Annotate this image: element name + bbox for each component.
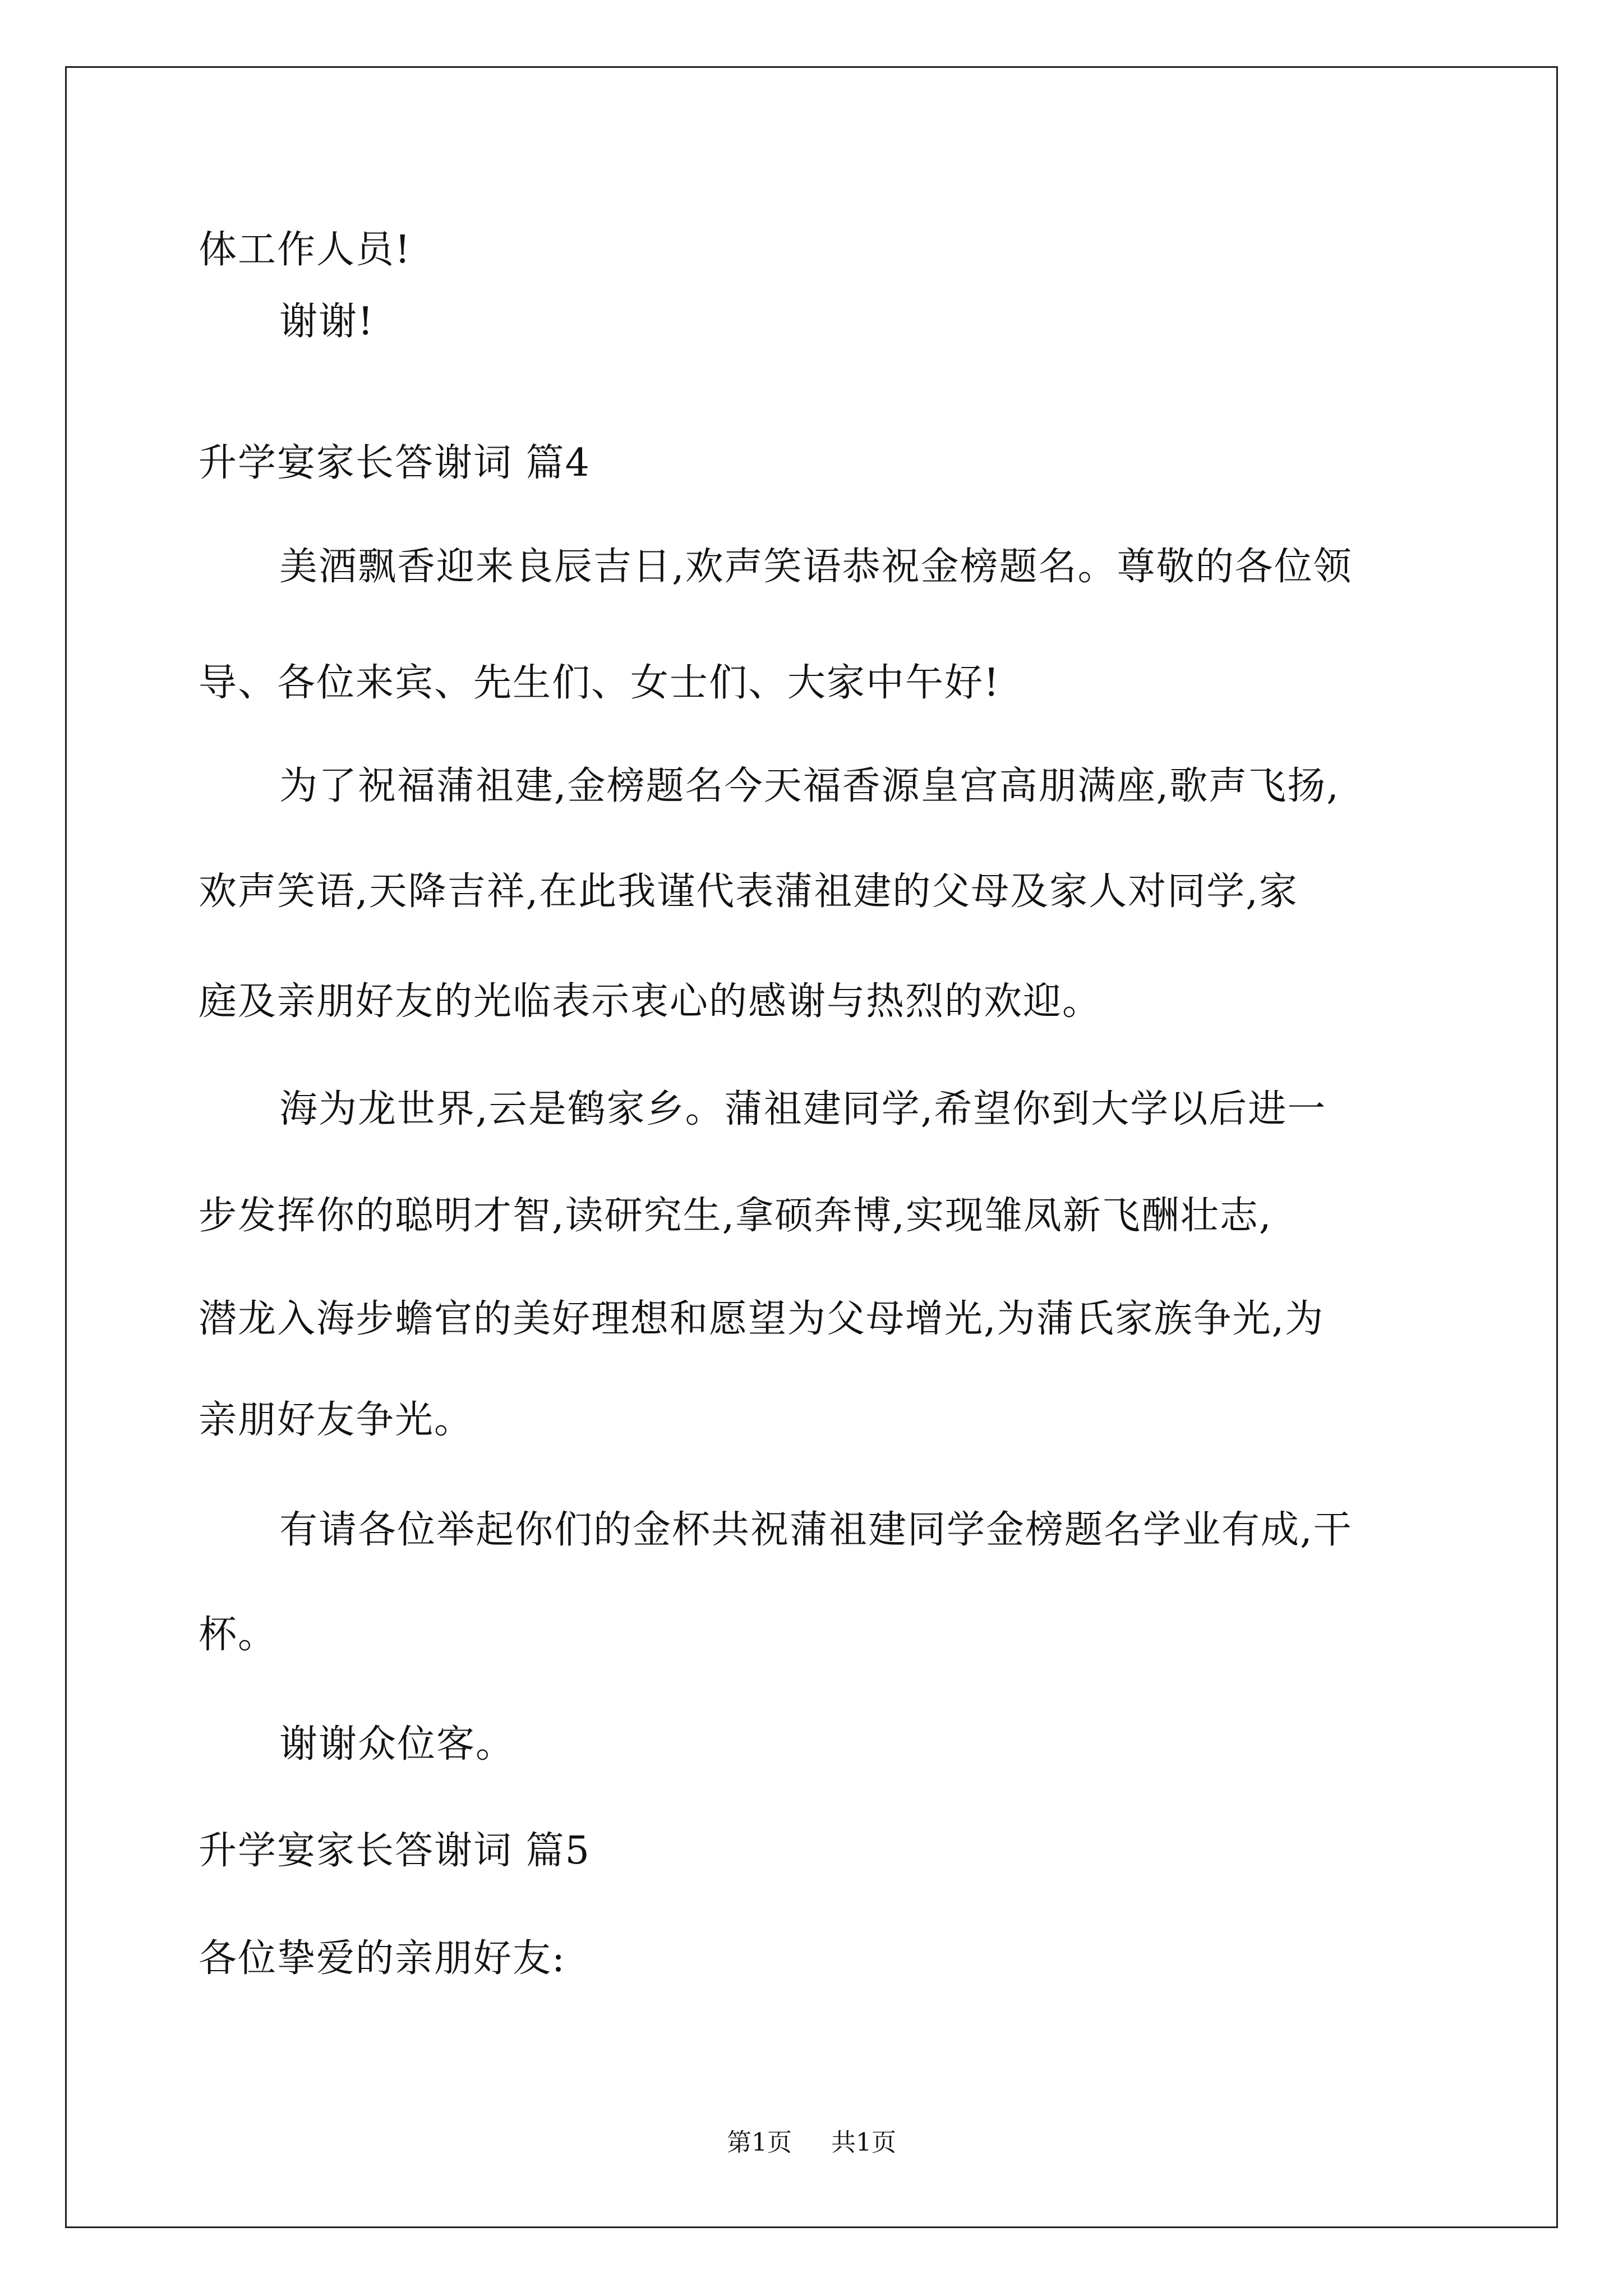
page-border bbox=[65, 66, 1558, 2228]
paragraph-line: 潜龙入海步蟾官的美好理想和愿望为父母增光,为蒲氏家族争光,为 bbox=[199, 1297, 1325, 1341]
paragraph-line: 为了祝福蒲祖建,金榜题名今天福香源皇宫高朋满座,歌声飞扬, bbox=[279, 764, 1340, 808]
section-heading-4: 升学宴家长答谢词 篇4 bbox=[199, 441, 591, 485]
paragraph-line: 杯。 bbox=[199, 1613, 278, 1657]
closing-line: 谢谢众位客。 bbox=[279, 1722, 515, 1766]
page-number: 第1页 bbox=[727, 2128, 792, 2157]
salutation-line: 各位挚爱的亲朋好友: bbox=[199, 1936, 566, 1981]
paragraph-line: 美酒飘香迎来良辰吉日,欢声笑语恭祝金榜题名。尊敬的各位领 bbox=[279, 545, 1353, 589]
paragraph-line: 海为龙世界,云是鹤家乡。蒲祖建同学,希望你到大学以后进一 bbox=[279, 1087, 1327, 1131]
paragraph-line: 有请各位举起你们的金杯共祝蒲祖建同学金榜题名学业有成,干 bbox=[279, 1508, 1353, 1552]
paragraph-line: 亲朋好友争光。 bbox=[199, 1398, 474, 1442]
section-heading-5: 升学宴家长答谢词 篇5 bbox=[199, 1829, 591, 1873]
paragraph-line: 步发挥你的聪明才智,读研究生,拿硕奔博,实现雏凤新飞酬壮志, bbox=[199, 1194, 1272, 1238]
paragraph-continuation: 体工作人员! bbox=[199, 228, 412, 272]
paragraph-line: 导、各位来宾、先生们、女士们、大家中午好! bbox=[199, 661, 1000, 705]
page-total: 共1页 bbox=[831, 2128, 896, 2157]
paragraph-line: 庭及亲朋好友的光临表示衷心的感谢与热烈的欢迎。 bbox=[199, 979, 1102, 1024]
thanks-line: 谢谢! bbox=[279, 300, 375, 344]
page-footer bbox=[0, 2128, 1623, 2157]
paragraph-line: 欢声笑语,天降吉祥,在此我谨代表蒲祖建的父母及家人对同学,家 bbox=[199, 869, 1298, 914]
